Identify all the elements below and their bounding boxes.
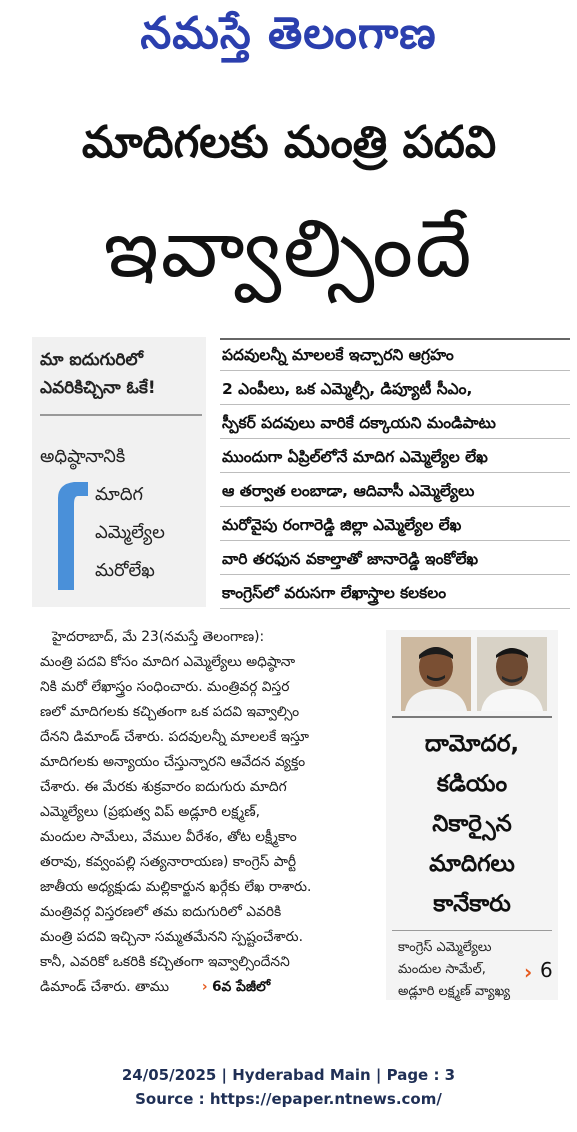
article-line: కానీ, ఎవరికో ఒకరికి కచ్చితంగా ఇవ్వాల్సిందేనని <box>40 954 290 970</box>
article-line: మంత్రి పదవి కోసం మాదిగ ఎమ్మెల్యేలు అధిష్ఠానా <box>40 654 296 670</box>
subhead-item: 2 ఎంపీలు, ఒక ఎమ్మెల్సీ, డిప్యూటీ సీఎం, <box>220 374 570 405</box>
quote-divider <box>40 414 202 416</box>
article-line: డిమాండ్ చేశారు. తాము <box>40 979 170 995</box>
article-body <box>40 625 373 1000</box>
subhead-item: ఆ తర్వాత లంబాడా, ఆదివాసీ ఎమ్మెల్యేలు <box>220 476 570 507</box>
subhead-item: వారి తరఫున వకాల్తాతో జానారెడ్డి ఇంకోలేఖ <box>220 544 570 575</box>
panel-divider <box>392 930 552 931</box>
panel-headline-line: కడియం <box>436 771 508 797</box>
subhead-item: కాంగ్రెస్‌లో వరుసగా లేఖాస్త్రాల కలకలం <box>220 578 570 609</box>
article-line: మాదిగలకు అన్యాయం చేస్తున్నారని ఆవేదన వ్యక్తం <box>40 754 306 770</box>
panel-page-link[interactable]: 6 <box>540 958 553 982</box>
article-line: చేశారు. ఈ మేరకు శుక్రవారం ఐదుగురు మాదిగ <box>40 779 287 795</box>
article-line: హైదరాబాద్, మే 23(నమస్తే తెలంగాణ): <box>52 629 265 645</box>
quote-top <box>40 346 202 402</box>
article-line: ణలో మాదిగలకు కచ్చితంగా ఒక పదవి ఇవ్వాల్సిం <box>40 704 300 720</box>
article-line: మందుల సామేలు, వేముల వీరేశం, తోట లక్ష్మీకాం <box>40 829 297 845</box>
quote-bottom-line: మరోలేఖ <box>95 560 155 581</box>
quote-top-line: మా ఐదుగురిలో <box>40 350 143 370</box>
article-line: ఎమ్మెల్యేలు (ప్రభుత్వ విప్ అడ్లూరి లక్ష్మణ్, <box>40 804 260 820</box>
quote-bottom-line: ఎమ్మెల్యేల <box>95 522 165 543</box>
headline-line-2: ఇవ్వాల్సిందే <box>103 202 474 295</box>
subhead-item: పదవులన్నీ మాలలకే ఇచ్చారని ఆగ్రహం <box>220 338 570 371</box>
quote-top-line: ఎవరికిచ్చినా ఓకే! <box>40 378 156 398</box>
article-last-line <box>40 975 373 1000</box>
panel-headline <box>392 724 552 924</box>
article-line: జాతీయ అధ్యక్షుడు మల్లికార్జున ఖర్గేకు లేఖ రాశారు. <box>40 879 312 895</box>
footer-source[interactable]: Source : https://epaper.ntnews.com/ <box>135 1090 442 1108</box>
masthead-title: నమస్తే తెలంగాణ <box>140 8 437 59</box>
article-line: దేనని డిమాండ్ చేశారు. పదవులన్నీ మాలలకే ఇస్తూ <box>40 729 310 745</box>
article-line: తరావు, కవ్వంపల్లి సత్యనారాయణ) కాంగ్రెస్ పార్టీ <box>40 854 297 870</box>
quote-bottom <box>40 438 205 590</box>
article-line: మంత్రి పదవి ఇచ్చినా సమ్మతమేనని స్పష్టంచేశారు. <box>40 929 303 945</box>
portrait-photo-2 <box>477 637 547 711</box>
subhead-item: స్పీకర్ పదవులు వారికే దక్కాయని మండిపాటు <box>220 408 570 439</box>
continued-arrow-icon: › <box>201 979 208 995</box>
panel-caption-line: అడ్లూరి లక్ష్మణ్ వ్యాఖ్య <box>398 984 511 999</box>
panel-caption <box>398 937 526 1003</box>
panel-headline-line: నికార్సైన <box>432 811 512 837</box>
panel-divider <box>392 716 552 718</box>
headline-line-1: మాదిగలకు మంత్రి పదవి <box>81 117 497 168</box>
panel-headline-line: దామోదర, <box>424 731 520 757</box>
article-line: నికి మరో లేఖాస్త్రం సంధించారు. మంత్రివర్గ విస్తర <box>40 679 290 695</box>
quote-bottom-line: మాదిగ <box>95 484 144 505</box>
panel-headline-line: మాదిగలు <box>429 851 515 877</box>
panel-caption-line: మందుల సామేల్, <box>398 962 486 977</box>
chevron-right-icon: › <box>524 960 533 984</box>
quote-mark-icon <box>52 480 92 592</box>
quote-bottom-line: అధిష్ఠానానికి <box>40 446 126 467</box>
continued-page-link[interactable]: 6వ పేజీలో <box>211 979 271 995</box>
article-line: మంత్రివర్గ విస్తరణలో తమ ఐదుగురిలో ఎవరికి <box>40 904 282 920</box>
panel-caption-line: కాంగ్రెస్ ఎమ్మెల్యేలు <box>398 940 492 955</box>
portrait-photo-1 <box>401 637 471 711</box>
subhead-item: మరోవైపు రంగారెడ్డి జిల్లా ఎమ్మెల్యేల లేఖ <box>220 510 570 541</box>
footer-date-edition: 24/05/2025 | Hyderabad Main | Page : 3 <box>121 1066 456 1084</box>
panel-headline-line: కానేకారు <box>433 891 511 917</box>
subheads-list <box>220 338 570 612</box>
subhead-item: ముందుగా ఏప్రిల్‌లోనే మాదిగ ఎమ్మెల్యేల లేఖ <box>220 442 570 473</box>
